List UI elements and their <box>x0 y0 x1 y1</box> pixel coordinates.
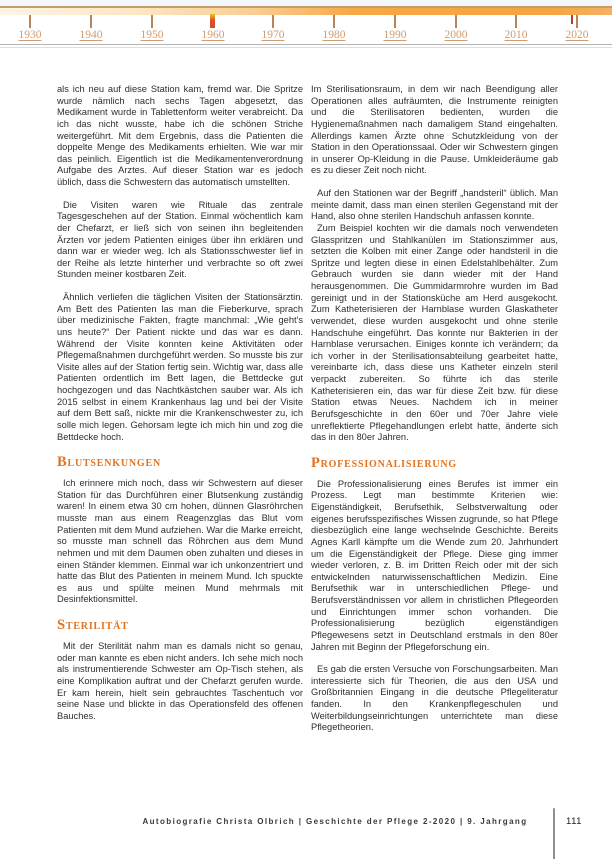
paragraph: Im Sterilisationsraum, in dem wir nach Beendigung aller Operationen alles aufräumten, die Instrumente reinigten und die Sterilisatoren bedienten, wurden die Hygienemaßnahmen nach damaligem Stand eingehalten. Allerdings kamen Ärzte ohne Schutzkleidung von der Station in den Operationssaal. Oder wir Schwestern gingen in unserer Op-Kleidung in die Pause. Umkleideräume gab es zu dieser Zeit noch nicht. <box>311 84 558 176</box>
left-column <box>57 84 303 745</box>
timeline-tick-2000 <box>455 15 457 28</box>
timeline-highlight-marker-1960 <box>210 14 215 28</box>
timeline-tick-2010 <box>515 15 517 28</box>
timeline-year-label: 1960 <box>201 29 225 41</box>
article-body <box>57 84 558 745</box>
section-heading-sterilitaet: Sterilität <box>57 617 129 633</box>
paragraph: als ich neu auf diese Station kam, fremd war. Die Spritze wurde nämlich nach sechs Tagen abgesetzt, das Medikament wurde in Tablettenform weiter verabreicht. Da ich das nicht wusste, habe ich die schönen Striche weitergeführt. Mit dem Ergebnis, dass die Patienten die doppelte Menge des Medikaments erhielten. Wie war mir das peinlich. Eigentlich ist die Medikamentenverordnung Aufgabe des Arztes. Auf dieser Station war es jedoch üblich, dass die Schwestern das automatisch umstellten. <box>57 84 303 187</box>
timeline-year-label: 1930 <box>18 29 42 41</box>
timeline-issue-marker-2020 <box>571 15 573 24</box>
timeline-divider-rule-light <box>0 47 612 48</box>
timeline-year-label: 1990 <box>383 29 407 41</box>
footer-divider-rule <box>553 808 555 859</box>
section-heading-professionalisierung: Professionalisierung <box>311 454 457 471</box>
paragraph: Auf den Stationen war der Begriff „handsteril“ üblich. Man meinte damit, dass man einen sterilen Gegenstand mit der Hand, also ohne sterilen Handschuh anfassen konnte. <box>311 188 558 222</box>
paragraph: Es gab die ersten Versuche von Forschungsarbeiten. Man interessierte sich für Theorien, die aus den USA und Großbritannien Eingang in die deutsche Pflegeliteratur fanden. In den Krankenpflegeschulen und Weiterbildungseinrichtungen unterrichtete man diese Pflegetheorien. <box>311 664 558 733</box>
paragraph: Mit der Sterilität nahm man es damals nicht so genau, oder man kannte es eben nicht anders. Ich sehe mich noch als instrumentierende Schwester am Op-Tisch stehen, als eine Komplikation auftrat und der Chefarzt gerufen wurde. Er kam herein, hielt sein gebrauchtes Taschentuch vor seine Nase und blickte in das Operationsfeld des offenen Bauches. <box>57 641 303 721</box>
timeline-tick-1990 <box>394 15 396 28</box>
timeline-year-label: 2000 <box>444 29 468 41</box>
timeline-year-label: 1950 <box>140 29 164 41</box>
timeline-divider-rule <box>0 44 612 45</box>
timeline-tick-1940 <box>90 15 92 28</box>
right-column <box>311 84 558 745</box>
timeline-year-label: 1980 <box>322 29 346 41</box>
timeline-tick-1930 <box>29 15 31 28</box>
paragraph: Ich erinnere mich noch, dass wir Schwestern auf dieser Station für das Durchführen einer Blutsenkung zuständig waren! In einem etwa 30 cm hohen, dünnen Glasröhrchen musste man aus einem Reagenzglas das Blut vom Patienten mit dem Mund aufziehen. War die Marke erreicht, so musste man schnell das Röhrchen aus dem Mund nehmen und mit dem Daumen oben zuhalten und dieses in einen Ständer klemmen. Einmal war ich unkonzentriert und hatte das Blut des Patienten in meinem Mund. Ich spuckte es aus und spülte meinen Mund mehrmals mit Desinfektionsmittel. <box>57 478 303 605</box>
timeline-year-label: 1940 <box>79 29 103 41</box>
timeline-tick-2020 <box>576 15 578 28</box>
paragraph: Die Visiten waren wie Rituale das zentrale Tagesgeschehen auf der Station. Einmal wöchentlich kam der Chefarzt, er ließ sich von seinen ihn begleitenden Ärzten vor jedem Patienten einiges über ihn erklären und dann war er wieder weg. Ich als Stationsschwester lief in der Reihe als letzte hinterher und verbrachte so oft zwei Stunden meiner kostbaren Zeit. <box>57 199 303 280</box>
timeline-tick-1980 <box>333 15 335 28</box>
timeline-bar <box>0 6 612 15</box>
paragraph: Ähnlich verliefen die täglichen Visiten der Stationsärztin. Am Bett des Patienten las man die Fieberkurve, sprach über medizinische Fakten, fragte manchmal: „Wie geht's uns heute?“ Der Patient nickte und das war es dann. Während der Visite konnten keine Aktivitäten oder Pflegemaßnahmen durchgeführt werden. So musste bis zur Visite alles auf der Station fertig sein. Wichtig war, dass alle Patienten ordentlich im Bett lagen, die Bettdecke gut hochgezogen und das Nachtkästchen sauber war. Als ich 2015 selbst in einem Krankenhaus lag und bei der Visite auf dem Bett saß, nickte mir die Krankenschwester zu, ich solle mich legen. Gehorsam legte ich mich hin und zog die Bettdecke hoch. <box>57 292 303 442</box>
timeline-year-label: 1970 <box>261 29 285 41</box>
timeline-tick-1950 <box>151 15 153 28</box>
page-number: 111 <box>566 816 582 827</box>
paragraph: Zum Beispiel kochten wir die damals noch verwendeten Glasspritzen und Stahlkanülen im Stationszimmer aus, setzten die Kolben mit einer Zange oder handsteril in die Spritze und legten diese in einen Edelstahlbehälter. Zum Gebrauch wurden sie dann wieder mit der Hand herausgenommen. Die Gummidarmrohre wurden im Bad gereinigt und in der Stationsküche am Herd ausgekocht. Zum Katheterisieren der Harnblase wurden Glaskatheter verwendet, diese wurden ausgekocht und ohne sterile Handschuhe eingeführt. Das konnte nur Bakterien in der Harnblase verursachen. Einiges konnte ich verändern; da ich vorher in der Sterilisationsabteilung gearbeitet hatte, vereinbarte ich, dass diese uns Katheter einzeln steril verpackt zubereiten. So führte ich das sterile Katheterisieren ein, das war für diese Zeit bzw. für diese Station etwas Neues. Nachdem ich in meiner Berufsgeschichte in den 60er und 70er Jahre viele unreflektierte Pflegehandlungen erlebt hatte, änderte sich das in den 80er Jahren. <box>311 222 558 443</box>
timeline-tick-1970 <box>272 15 274 28</box>
footer-citation: Autobiografie Christa Olbrich | Geschichte der Pflege 2-2020 | 9. Jahrgang <box>142 817 528 826</box>
section-heading-blutsenkungen: Blutsenkungen <box>57 454 161 471</box>
timeline-year-label: 2020 <box>565 29 589 41</box>
paragraph: Die Professionalisierung eines Berufes ist immer ein Prozess. Legt man bestimmte Kriterien wie: Eigenständigkeit, Berufsethik, Selbstverwaltung oder eigenes berufsspezifisches Wissen zugrunde, so hat Pflege diesbezüglich eine lange wechselnde Geschichte. Bereits Agnes Karll kämpfte um die Wende zum 20. Jahrhundert um die Eigenständigkeit der Pflege. Diese ging immer wieder verloren, z. B. im Dritten Reich oder mit der sich entwickelnden naturwissenschaftlichen Medizin. Eine Berufsethik war in unterschiedlichen Pflege- und Berufsverständnissen vor allem in christlichen Pflegeorden und Einrichtungen immer schon vorhanden. Die Professionalisierung bezüglich eigenständigen Pflegewesens setzt in Deutschland erstmals in den 80er Jahren mit Beginn der Pflegeforschung ein. <box>311 478 558 652</box>
timeline-year-label: 2010 <box>504 29 528 41</box>
